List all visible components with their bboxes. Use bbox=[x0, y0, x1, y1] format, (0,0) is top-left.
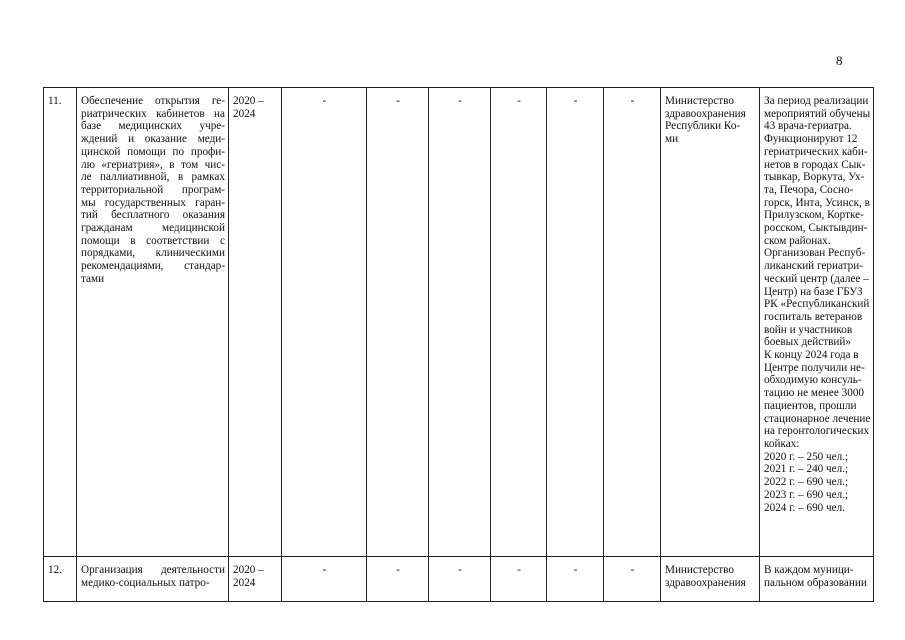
page-number: 8 bbox=[836, 53, 843, 68]
table-row bbox=[44, 88, 874, 557]
row-number: 11. bbox=[44, 88, 77, 557]
result-line: на геронтологических bbox=[764, 425, 870, 438]
result-line: 2020 г. – 250 чел.; bbox=[764, 450, 849, 463]
result-line: обходимую консуль- bbox=[764, 374, 862, 387]
period-line: 2020 – bbox=[233, 564, 264, 576]
result-line: пальном образовании bbox=[764, 576, 867, 589]
period-line: 2020 – bbox=[233, 95, 264, 107]
table-row bbox=[44, 557, 874, 602]
result-line: 43 врача-гериатра. bbox=[764, 120, 852, 133]
measure-title bbox=[77, 557, 229, 602]
result-line: Организован Респуб- bbox=[764, 247, 866, 260]
measure-title bbox=[77, 88, 229, 557]
funding-cell: - bbox=[282, 88, 367, 557]
result-line: Центр) на базе ГБУЗ bbox=[764, 285, 863, 298]
result-line: РК «Республиканский bbox=[764, 298, 870, 311]
result-line: ском районах. bbox=[764, 234, 831, 247]
period-cell bbox=[229, 557, 282, 602]
measure-title-line: лю «гериатрия», в том чис- bbox=[81, 158, 225, 171]
result-cell bbox=[760, 557, 874, 602]
result-line: ческий центр (далее – bbox=[764, 272, 869, 285]
funding-cell: - bbox=[604, 88, 661, 557]
funding-cell: - bbox=[491, 88, 547, 557]
result-line: 2023 г. – 690 чел.; bbox=[764, 488, 849, 501]
measure-title-line: тий бесплатного оказания bbox=[81, 209, 225, 222]
executor-line: Министерство bbox=[665, 564, 734, 576]
result-line: тывкар, Воркута, Ух- bbox=[764, 171, 865, 184]
period-line: 2024 bbox=[233, 576, 256, 589]
measures-table bbox=[43, 87, 874, 602]
executor-cell bbox=[661, 557, 760, 602]
executor-cell bbox=[661, 88, 760, 557]
measure-title-line: территориальной програм- bbox=[81, 183, 225, 196]
result-line: войн и участников bbox=[764, 323, 853, 336]
result-line: Центре получили не- bbox=[764, 361, 865, 374]
result-line: койках: bbox=[764, 437, 800, 450]
result-line: горск, Инта, Усинск, в bbox=[764, 196, 870, 209]
executor-line: Министерство bbox=[665, 95, 734, 107]
result-line: боевых действий» bbox=[764, 336, 851, 349]
period-cell bbox=[229, 88, 282, 557]
funding-cell: - bbox=[429, 88, 491, 557]
result-line: госпиталь ветеранов bbox=[764, 310, 863, 323]
executor-line: Республики Ко- bbox=[665, 120, 741, 133]
measure-title-line: базе медицинских учре- bbox=[81, 120, 225, 133]
result-line: К концу 2024 года в bbox=[764, 349, 859, 362]
result-line: Функционируют 12 bbox=[764, 133, 858, 146]
executor-line: здравоохранения bbox=[665, 107, 746, 120]
result-line: мероприятий обучены bbox=[764, 107, 871, 120]
measure-title-line: помощи в соответствии с bbox=[81, 234, 225, 247]
period-line: 2024 bbox=[233, 107, 256, 120]
measure-title-line: тами bbox=[81, 272, 105, 285]
measure-title-line: цинской помощи по профи- bbox=[81, 145, 225, 158]
result-line: За период реализации bbox=[764, 95, 869, 107]
measure-title-line: Обеспечение открытия ге- bbox=[81, 95, 225, 107]
result-line: росском, Сыктывдин- bbox=[764, 222, 868, 235]
measure-title-line: порядками, клиническими bbox=[81, 247, 225, 260]
result-line: Прилузском, Кортке- bbox=[764, 209, 864, 222]
result-line: стационарное лечение bbox=[764, 412, 871, 425]
measure-title-line: риатрических кабинетов на bbox=[81, 107, 225, 120]
executor-line: здравоохранения bbox=[665, 576, 746, 589]
measure-title-line: Организация деятельности bbox=[81, 564, 225, 576]
result-cell bbox=[760, 88, 874, 557]
row-number: 12. bbox=[44, 557, 77, 602]
result-line: ликанский гериатри- bbox=[764, 260, 863, 273]
funding-cell: - bbox=[491, 557, 547, 602]
measure-title-line: медико-социальных патро- bbox=[81, 576, 210, 589]
result-line: В каждом муници- bbox=[764, 564, 854, 576]
funding-cell: - bbox=[547, 88, 604, 557]
result-line: 2024 г. – 690 чел. bbox=[764, 501, 846, 514]
executor-line: ми bbox=[665, 133, 679, 146]
funding-cell: - bbox=[604, 557, 661, 602]
result-line: нетов в городах Сык- bbox=[764, 158, 866, 171]
result-line: пациентов, прошли bbox=[764, 399, 857, 412]
funding-cell: - bbox=[429, 557, 491, 602]
measure-title-line: рекомендациями, стандар- bbox=[81, 260, 225, 273]
funding-cell: - bbox=[367, 88, 429, 557]
result-line: 2022 г. – 690 чел.; bbox=[764, 476, 849, 489]
result-line: та, Печора, Сосно- bbox=[764, 183, 854, 196]
measure-title-line: гражданам медицинской bbox=[81, 222, 225, 235]
funding-cell: - bbox=[547, 557, 604, 602]
result-line: 2021 г. – 240 чел.; bbox=[764, 463, 849, 476]
result-line: тацию не менее 3000 bbox=[764, 387, 865, 400]
measure-title-line: ле паллиативной, в рамках bbox=[81, 171, 225, 184]
funding-cell: - bbox=[282, 557, 367, 602]
measure-title-line: ждений и оказание меди- bbox=[81, 133, 225, 146]
measure-title-line: мы государственных гаран- bbox=[81, 196, 225, 209]
funding-cell: - bbox=[367, 557, 429, 602]
result-line: гериатрических каби- bbox=[764, 145, 868, 158]
